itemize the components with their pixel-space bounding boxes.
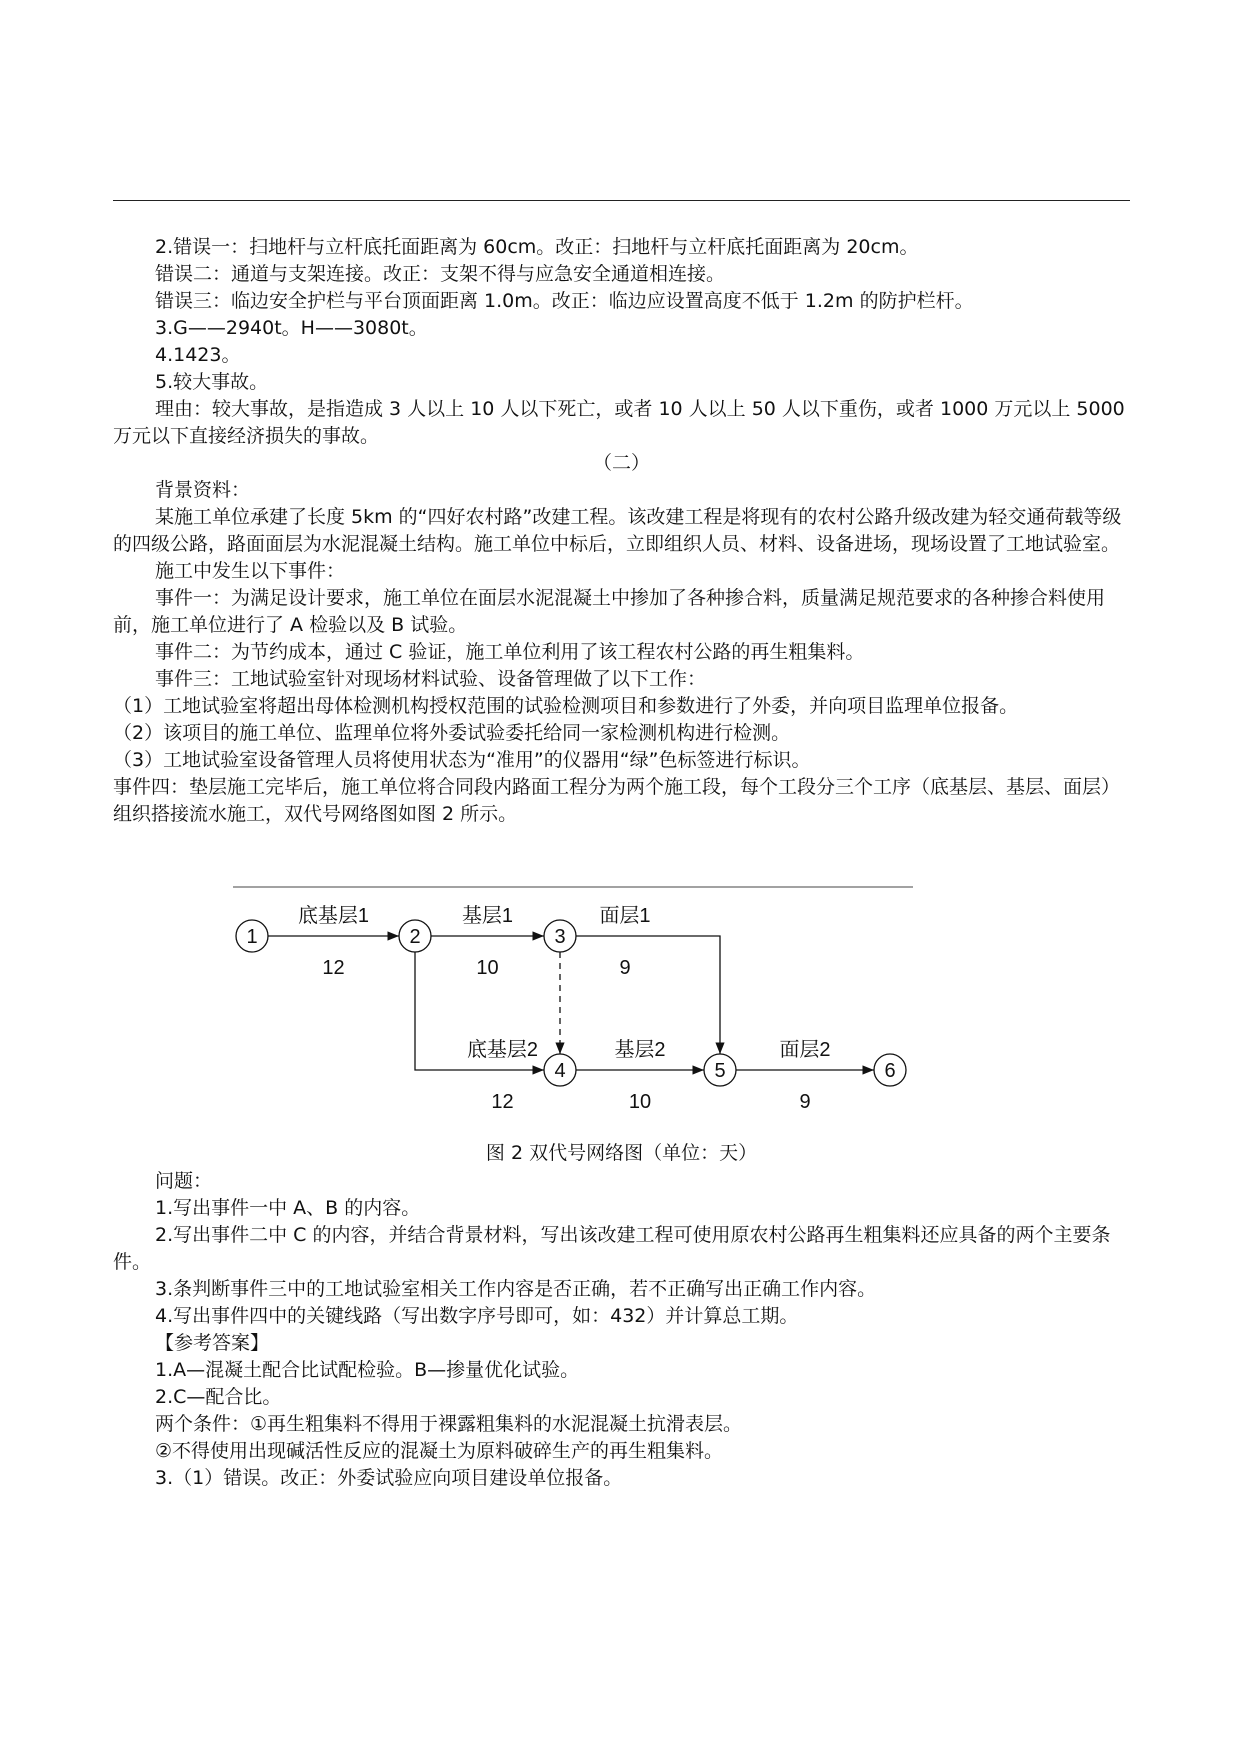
node-label-6: 6 <box>884 1060 896 1082</box>
event-1: 事件一：为满足设计要求，施工单位在面层水泥混凝土中掺加了各种掺合料，质量满足规范要求的各种掺合料使用前，施工单位进行了 A 检验以及 B 试验。 <box>113 587 1106 636</box>
events-intro: 施工中发生以下事件： <box>155 560 346 582</box>
background-paragraph: 某施工单位承建了长度 5km 的“四好农村路”改建工程。该改建工程是将现有的农村公路升级改建为轻交通荷载等级的四级公路，路面面层为水泥混凝土结构。施工单位中标后，立即组织人员、材料、设备进场，现场设置了工地试验室。 <box>113 506 1122 555</box>
figure-caption: 图 2 双代号网络图（单位：天） <box>485 1142 758 1164</box>
activity-arrow-3-5 <box>576 936 720 1054</box>
reference-answer-2-condition-2: ②不得使用出现碱活性反应的混凝土为原料破碎生产的再生粗集料。 <box>155 1440 724 1462</box>
questions-heading: 问题： <box>155 1170 213 1192</box>
network-diagram-svg <box>230 880 920 1130</box>
question-1: 1.写出事件一中 A、B 的内容。 <box>155 1197 421 1219</box>
question-3: 3.条判断事件三中的工地试验室相关工作内容是否正确，若不正确写出正确工作内容。 <box>155 1278 877 1300</box>
activity-name-5-6: 面层2 <box>779 1039 831 1061</box>
activity-duration-3-5: 9 <box>619 957 631 979</box>
header-rule <box>113 200 1130 201</box>
node-label-3: 3 <box>554 926 566 948</box>
activity-name-2-3: 基层1 <box>461 905 514 927</box>
network-diagram <box>230 880 920 1130</box>
activity-name-1-2: 底基层1 <box>297 905 370 927</box>
background-heading: 背景资料： <box>155 479 251 501</box>
event-3-item-2: （2）该项目的施工单位、监理单位将外委试验委托给同一家检测机构进行检测。 <box>113 722 791 744</box>
node-label-1: 1 <box>246 926 258 948</box>
activity-duration-5-6: 9 <box>799 1091 811 1113</box>
reference-answer-3: 3.（1）错误。改正：外委试验应向项目建设单位报备。 <box>155 1467 623 1489</box>
question-2: 2.写出事件二中 C 的内容，并结合背景材料，写出该改建工程可使用原农村公路再生粗集料还应具备的两个主要条件。 <box>113 1224 1111 1273</box>
reference-answer-2-condition-1: 两个条件：①再生粗集料不得用于裸露粗集料的水泥混凝土抗滑表层。 <box>155 1413 743 1435</box>
activity-duration-4-5: 10 <box>628 1091 652 1113</box>
reference-answer-heading: 【参考答案】 <box>155 1332 270 1354</box>
node-label-2: 2 <box>409 926 421 948</box>
questions-and-answers <box>113 1168 1130 1492</box>
activity-duration-2-4: 12 <box>491 1091 514 1113</box>
activity-duration-1-2: 12 <box>322 957 345 979</box>
activity-name-4-5: 基层2 <box>614 1039 666 1061</box>
node-label-4: 4 <box>554 1060 566 1082</box>
section-title: （二） <box>592 452 650 474</box>
event-4: 事件四：垫层施工完毕后，施工单位将合同段内路面工程分为两个施工段，每个工段分三个工序（底基层、基层、面层）组织搭接流水施工，双代号网络图如图 2 所示。 <box>113 776 1121 825</box>
document-body <box>113 234 1130 828</box>
answer-3: 3.G——2940t。H——3080t。 <box>155 317 428 339</box>
activity-duration-2-3: 10 <box>476 957 499 979</box>
activity-name-2-4: 底基层2 <box>466 1039 539 1061</box>
answer-2-error-2: 错误二：通道与支架连接。改正：支架不得与应急安全通道相连接。 <box>155 263 726 285</box>
event-2: 事件二：为节约成本，通过 C 验证，施工单位利用了该工程农村公路的再生粗集料。 <box>155 641 865 663</box>
answer-5: 5.较大事故。 <box>155 371 269 393</box>
answer-4: 4.1423。 <box>155 344 241 366</box>
event-3: 事件三：工地试验室针对现场材料试验、设备管理做了以下工作： <box>155 668 707 690</box>
answer-5-reason: 理由：较大事故，是指造成 3 人以上 10 人以下死亡，或者 10 人以上 50 人以下重伤，或者 1000 万元以上 5000 万元以下直接经济损失的事故。 <box>113 398 1125 447</box>
activity-name-3-5: 面层1 <box>599 905 651 927</box>
answer-2-error-1: 2.错误一：扫地杆与立杆底托面距离为 60cm。改正：扫地杆与立杆底托面距离为 20cm。 <box>155 236 919 258</box>
node-label-5: 5 <box>714 1060 726 1082</box>
event-3-item-3: （3）工地试验室设备管理人员将使用状态为“准用”的仪器用“绿”色标签进行标识。 <box>113 749 811 771</box>
reference-answer-1: 1.A—混凝土配合比试配检验。B—掺量优化试验。 <box>155 1359 580 1381</box>
answer-2-error-3: 错误三：临边安全护栏与平台顶面距离 1.0m。改正：临边应设置高度不低于 1.2m 的防护栏杆。 <box>155 290 974 312</box>
question-4: 4.写出事件四中的关键线路（写出数字序号即可，如：432）并计算总工期。 <box>155 1305 799 1327</box>
event-3-item-1: （1）工地试验室将超出母体检测机构授权范围的试验检测项目和参数进行了外委，并向项目监理单位报备。 <box>113 695 1019 717</box>
reference-answer-2: 2.C—配合比。 <box>155 1386 282 1408</box>
